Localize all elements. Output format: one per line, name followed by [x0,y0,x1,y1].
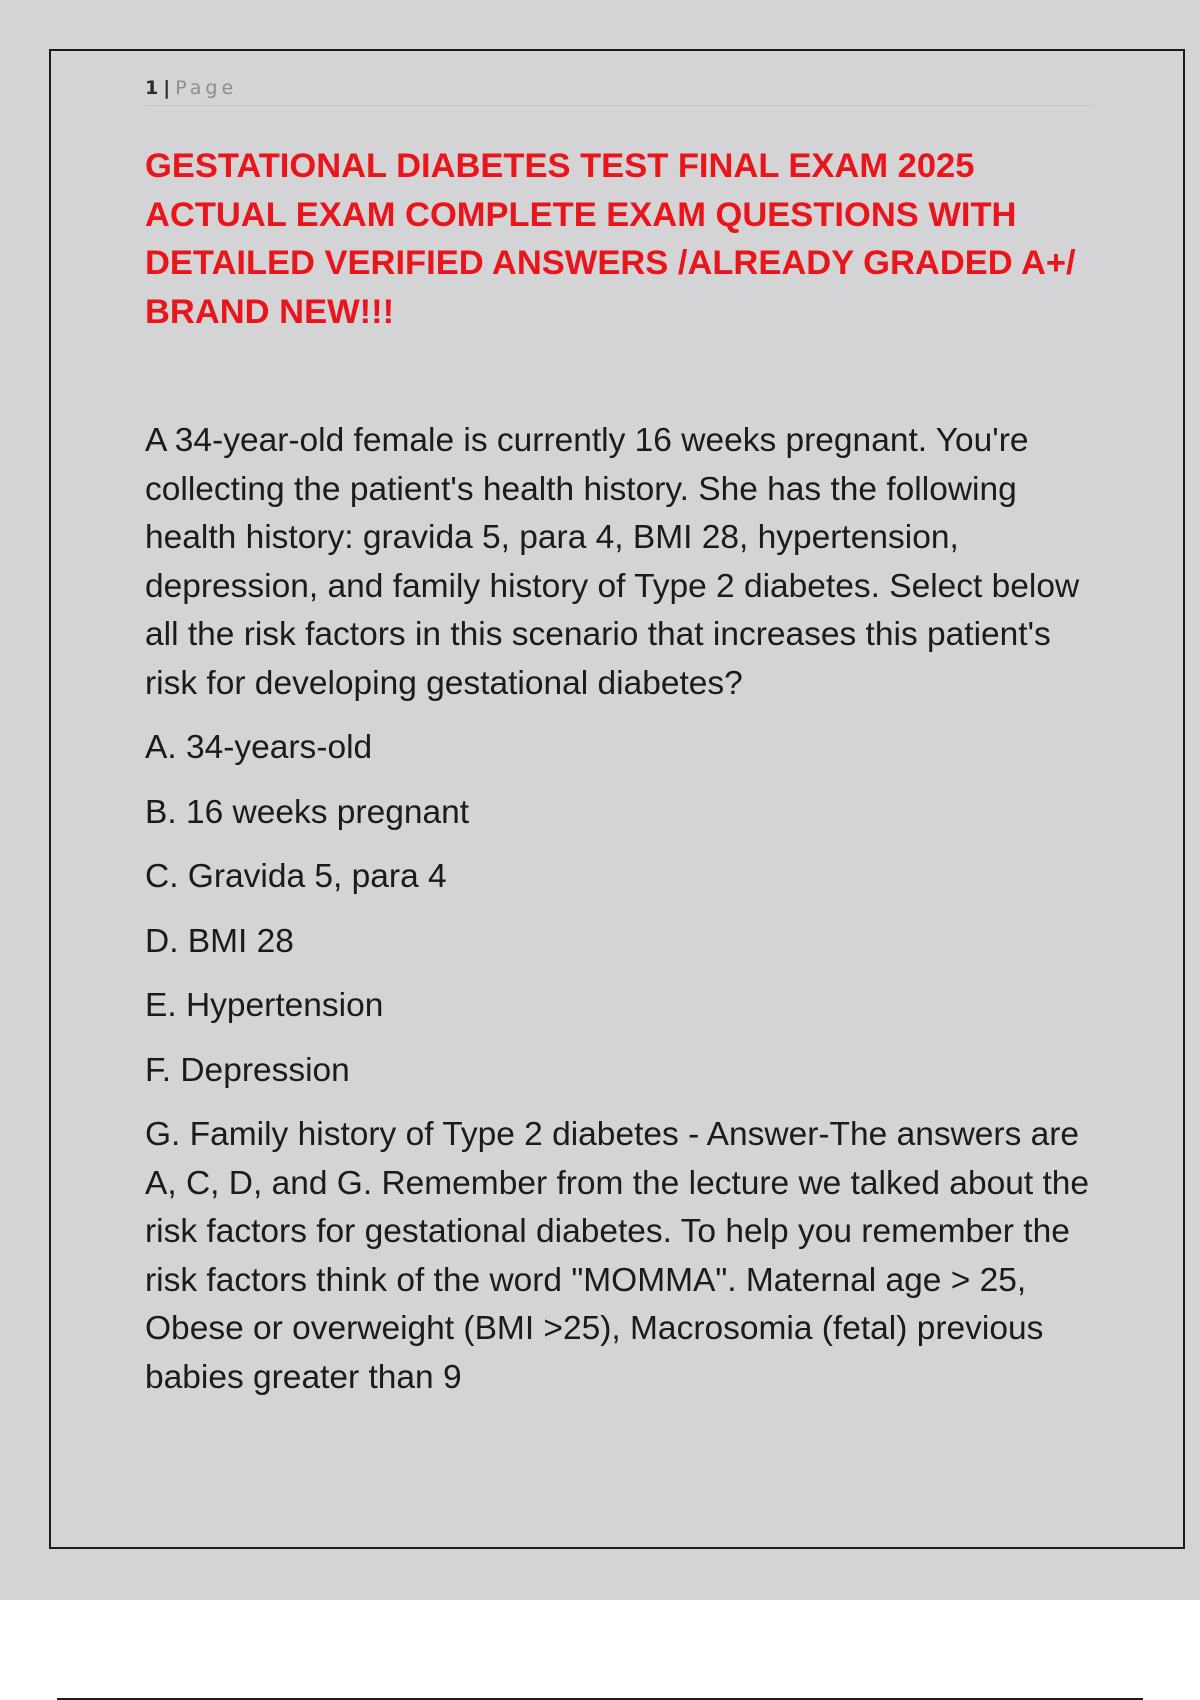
document-body [145,417,1105,1418]
page-word: Page [175,77,238,99]
option-f: F. Depression [145,1051,350,1089]
option-c: C. Gravida 5, para 4 [145,858,447,895]
question-text: A 34-year-old female is currently 16 weeks pregnant. You're collecting the patient's health history. She has the following health history: gravida 5, para 4, BMI 28, hypertension, depression, and family history of Type 2 diabetes. Select below all the risk factors in this scenario that increases this patient's risk for developing gestational diabetes? [145,422,1080,702]
option-a: A. 34-years-old [145,729,373,766]
page-header [145,74,1092,106]
option-d: D. BMI 28 [145,922,294,960]
page-separator: | [163,77,171,99]
document-title: GESTATIONAL DIABETES TEST FINAL EXAM 2025 ACTUAL EXAM COMPLETE EXAM QUESTIONS WITH DETAILED VERIFIED ANSWERS /ALREADY GRADED A+/ BRAND NEW!!! [145,147,1076,331]
option-b: B. 16 weeks pregnant [145,793,470,831]
option-g-answer: G. Family history of Type 2 diabetes - Answer-The answers are A, C, D, and G. Remember from the lecture we talked about the risk factors for gestational diabetes. To help you remember the risk factors think of the word "MOMMA". Maternal age > 25, Obese or overweight (BMI >25), Macrosomia (fetal) previous babies greater than 9 [145,1116,1090,1396]
page-number: 1 [145,77,159,99]
option-e: E. Hypertension [145,987,384,1024]
